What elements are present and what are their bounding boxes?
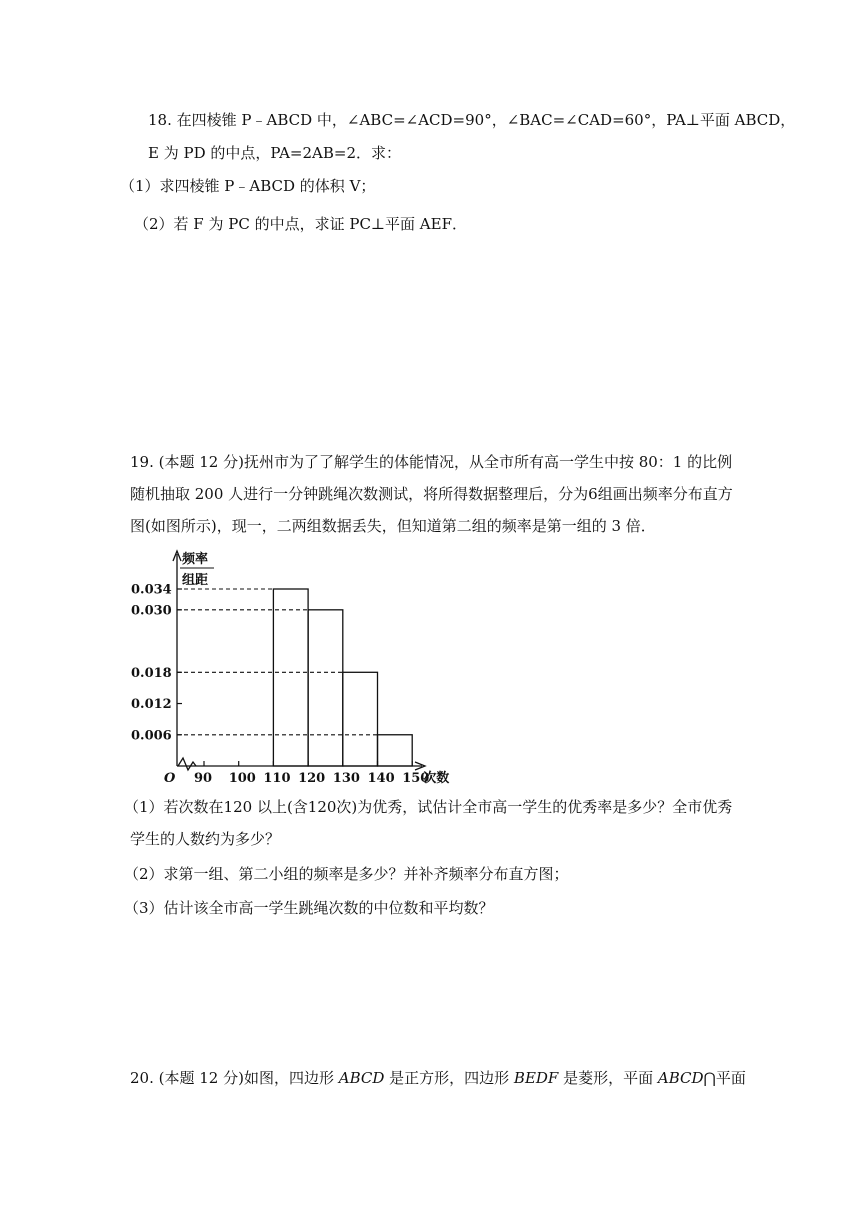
q19-line1: 19. (本题 12 分)抚州市为了了解学生的体能情况，从全市所有高一学生中按 80：1 的比例 [130, 453, 733, 471]
q18-part1: （1）求四棱锥 P﹣ABCD 的体积 V； [120, 177, 376, 195]
origin-label: O [164, 771, 176, 786]
y-tick-label: 0.034 [131, 582, 172, 598]
y-label-denominator: 组距 [182, 573, 209, 588]
x-axis-break [178, 758, 196, 770]
x-tick-label: 110 [263, 771, 291, 786]
y-tick-label: 0.030 [131, 603, 172, 619]
histogram-bar [343, 672, 378, 766]
q20-prefix: 20. (本题 12 分)如图，四边形 [130, 1069, 339, 1087]
q18-line1: 18. 在四棱锥 P﹣ABCD 中，∠ABC=∠ACD=90°，∠BAC=∠CAD=60°，PA⊥平面 ABCD， [148, 111, 796, 129]
y-label-numerator: 频率 [182, 552, 209, 567]
x-tick-label: 140 [367, 771, 395, 786]
y-tick-label: 0.012 [131, 697, 172, 713]
x-tick-label: 150 [402, 771, 430, 786]
x-tick-label: 130 [332, 771, 360, 786]
q20-abcd2: ABCD [657, 1069, 704, 1087]
histogram-bar [308, 610, 343, 766]
frequency-histogram [122, 546, 482, 788]
x-axis-label: 次数 [423, 771, 450, 786]
histogram-bar [378, 735, 413, 766]
q19-part1b: 学生的人数约为多少？ [130, 830, 281, 848]
x-tick-label: 90 [194, 771, 213, 786]
x-tick-label: 100 [228, 771, 256, 786]
q20-bedf: BEDF [513, 1069, 559, 1087]
histogram-bar [273, 589, 308, 766]
x-tick-label: 120 [298, 771, 326, 786]
q18-line2: E 为 PD 的中点，PA=2AB=2．求： [148, 144, 402, 162]
q19-part1a: （1）若次数在120 以上(含120次)为优秀，试估计全市高一学生的优秀率是多少？全市优秀 [124, 798, 733, 816]
q20-line1 [130, 1068, 746, 1088]
y-tick-label: 0.018 [131, 665, 172, 681]
q20-abcd: ABCD [338, 1069, 385, 1087]
q19-line2: 随机抽取 200 人进行一分钟跳绳次数测试，将所得数据整理后，分为6组画出频率分布直方 [130, 485, 733, 503]
q20-mid1: 是正方形，四边形 [384, 1069, 514, 1087]
y-tick-label: 0.006 [131, 728, 172, 744]
q19-line3: 图(如图所示)，现一，二两组数据丢失，但知道第二组的频率是第一组的 3 倍． [130, 517, 656, 535]
q19-part3: （3）估计该全市高一学生跳绳次数的中位数和平均数？ [124, 899, 494, 917]
q20-mid2: 是菱形，平面 [558, 1069, 658, 1087]
q19-part2: （2）求第一组、第二小组的频率是多少？并补齐频率分布直方图； [124, 865, 569, 883]
q18-part2: （2）若 F 为 PC 的中点，求证 PC⊥平面 AEF． [134, 215, 467, 233]
q20-suffix: ⋂平面 [703, 1069, 746, 1087]
